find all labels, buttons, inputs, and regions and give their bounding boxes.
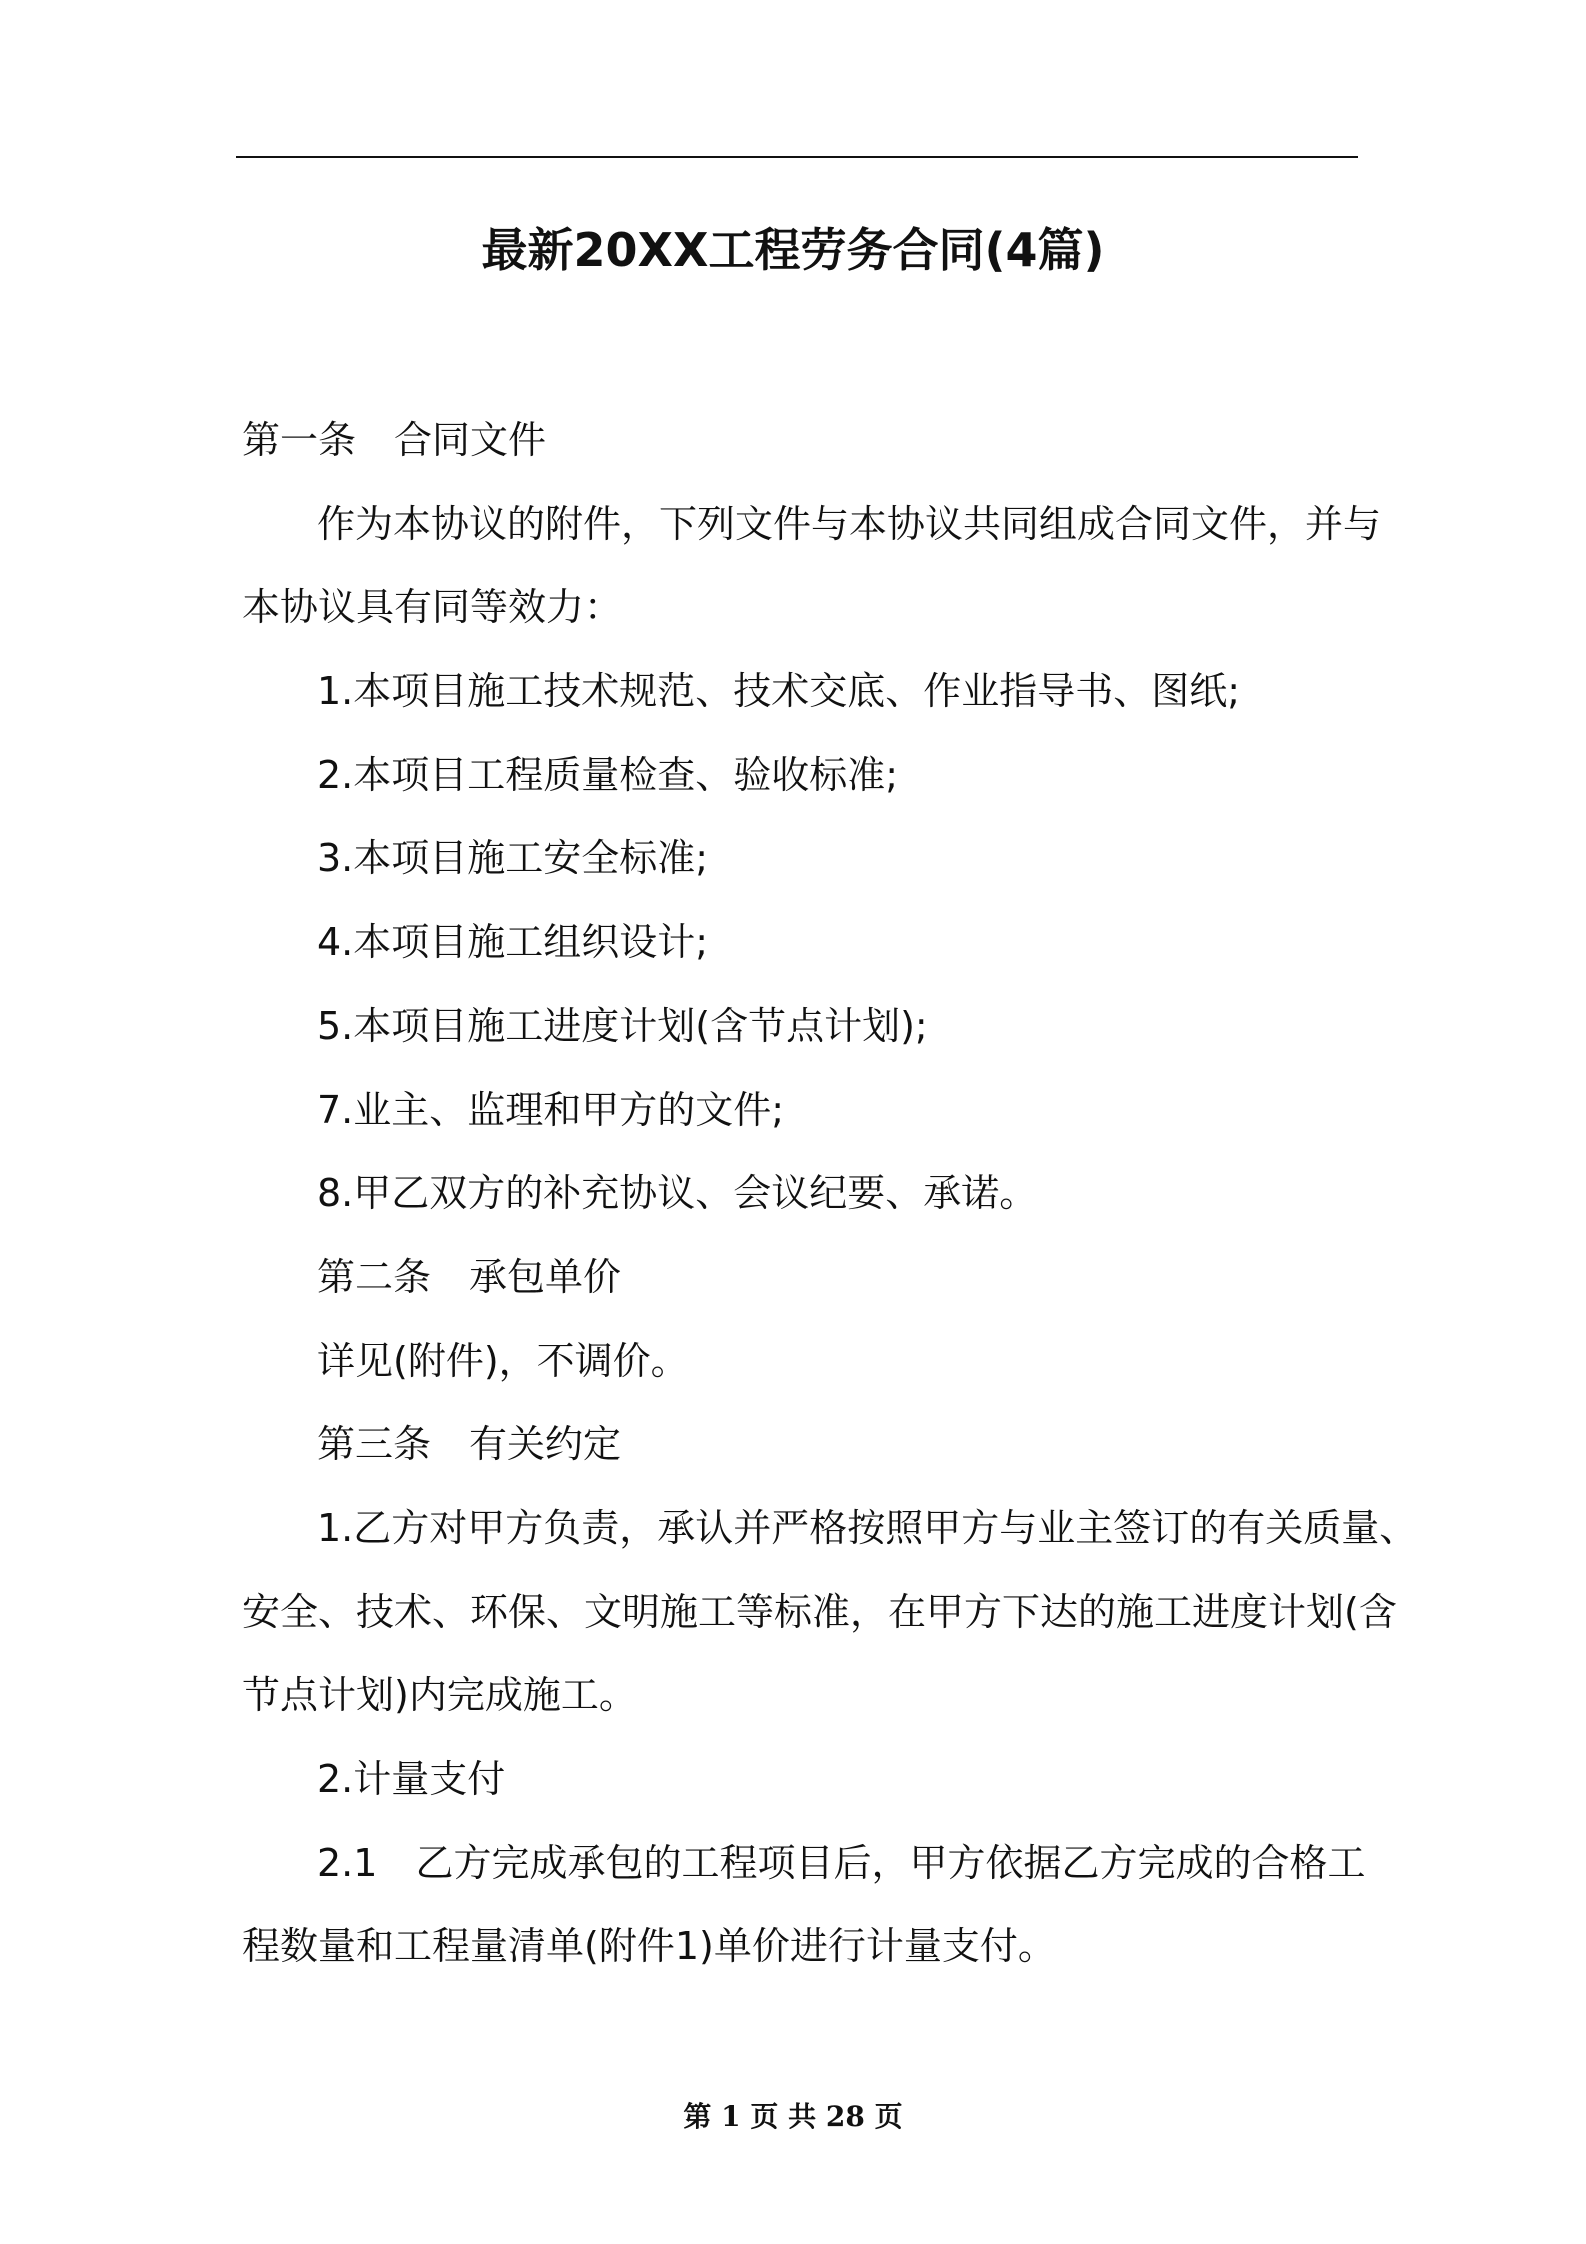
- list-item: 8.甲乙双方的补充协议、会议纪要、承诺。: [317, 1171, 1038, 1216]
- list-item: 1.本项目施工技术规范、技术交底、作业指导书、图纸;: [317, 669, 1241, 714]
- clause-2-1-text: 乙方完成承包的工程项目后，甲方依据乙方完成的合格工: [415, 1840, 1366, 1885]
- clause-2-1-line-2: 程数量和工程量清单(附件1)单价进行计量支付。: [242, 1924, 1056, 1969]
- article-1-heading: [242, 399, 1382, 483]
- article-2-text: 详见(附件)，不调价。: [317, 1338, 689, 1383]
- page-number-footer: 第 1 页 共 28 页: [683, 2100, 903, 2133]
- clause-1-line-1: 1.乙方对甲方负责，承认并严格按照甲方与业主签订的有关质量、: [317, 1505, 1418, 1550]
- article-3-number: 第三条: [317, 1422, 432, 1467]
- list-item: 3.本项目施工安全标准;: [317, 836, 709, 881]
- article-1-intro-line-2: 本协议具有同等效力：: [242, 585, 623, 630]
- list-item: 7.业主、监理和甲方的文件;: [317, 1087, 785, 1132]
- clause-2-heading: 2.计量支付: [317, 1757, 506, 1801]
- clause-1-line-3: 节点计划)内完成施工。: [242, 1673, 637, 1718]
- list-item: 5.本项目施工进度计划(含节点计划);: [317, 1003, 928, 1048]
- article-2-number: 第二条: [317, 1254, 432, 1299]
- document-body: [242, 399, 1418, 1989]
- article-1-title: 合同文件: [394, 418, 547, 462]
- list-item: 4.本项目施工组织设计;: [317, 920, 709, 965]
- article-3-title: 有关约定: [469, 1422, 622, 1467]
- clause-1-line-2: 安全、技术、环保、文明施工等标准，在甲方下达的施工进度计划(含: [242, 1589, 1397, 1634]
- clause-2-1-number: 2.1: [317, 1840, 378, 1885]
- article-1-intro-line-1: 作为本协议的附件，下列文件与本协议共同组成合同文件，并与: [317, 501, 1382, 546]
- list-item: 2.本项目工程质量检查、验收标准;: [317, 752, 899, 797]
- header-rule: [236, 156, 1358, 158]
- article-2-title: 承包单价: [469, 1254, 622, 1299]
- document-title: 最新20XX工程劳务合同(4篇): [481, 223, 1105, 277]
- article-1-number: 第一条: [242, 418, 357, 462]
- article-2-heading: [242, 1236, 1382, 1320]
- clause-2-1-line-1: [242, 1822, 1382, 1906]
- article-3-heading: [242, 1403, 1382, 1487]
